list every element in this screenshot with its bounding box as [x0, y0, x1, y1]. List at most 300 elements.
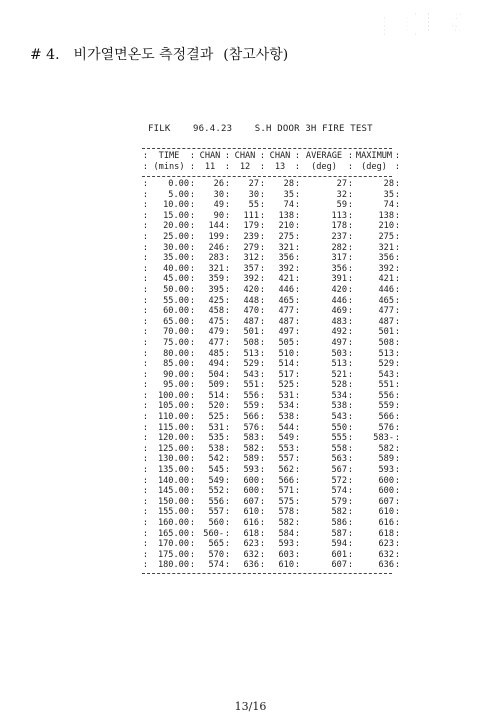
column-separator: :	[189, 496, 196, 507]
column-separator: :	[294, 231, 301, 242]
chan13-cell: 538	[278, 412, 294, 423]
time-cell: 50.00	[163, 284, 189, 295]
chan12-cell: 448	[243, 295, 259, 306]
column-separator: :	[394, 549, 401, 560]
column-separator: :	[259, 179, 266, 189]
chan12-cell: 392	[243, 274, 259, 285]
column-separator: :	[294, 549, 301, 560]
column-separator: :	[394, 443, 401, 454]
chan11-cell: 283	[208, 253, 224, 264]
chan12-cell: 357	[243, 263, 259, 274]
maximum-cell: 513	[378, 348, 394, 359]
time-cell: 180.00	[157, 560, 189, 571]
column-separator: :	[259, 274, 266, 285]
maximum-cell: 477	[378, 306, 394, 317]
column-separator: :	[347, 179, 354, 189]
column-separator: :	[259, 401, 266, 412]
time-cell: 120.00	[157, 433, 189, 444]
column-separator: :	[394, 359, 401, 370]
column-separator: :	[142, 422, 149, 433]
chan13-cell: 356	[278, 253, 294, 264]
chan12-cell: 632	[243, 549, 259, 560]
column-separator: :	[294, 560, 301, 571]
column-separator: :	[142, 151, 149, 161]
maximum-cell: 618	[378, 528, 394, 539]
chan12-cell: 179	[243, 221, 259, 232]
header-chan11-cell: CHAN	[199, 151, 221, 161]
average-cell: 572	[331, 475, 347, 486]
column-separator: :	[347, 422, 354, 433]
column-separator: :	[259, 486, 266, 497]
column-separator: :	[142, 390, 149, 401]
chan11-cell: 514	[208, 390, 224, 401]
average-cell: 534	[331, 390, 347, 401]
maximum-cell: 600	[378, 475, 394, 486]
column-separator: :	[259, 359, 266, 370]
chan12-cell: 556	[243, 390, 259, 401]
column-separator: :	[394, 306, 401, 317]
column-separator: :	[259, 221, 266, 232]
column-separator: :	[224, 200, 231, 211]
chan13-cell: 497	[278, 327, 294, 338]
column-separator: :	[394, 327, 401, 338]
table-row	[142, 232, 401, 243]
chan13-cell: 549	[278, 433, 294, 444]
column-separator: :	[142, 507, 149, 518]
column-separator: :	[189, 518, 196, 528]
column-separator: :	[189, 151, 196, 161]
column-separator: :	[259, 306, 266, 317]
column-separator: :	[347, 274, 354, 285]
column-separator: :	[259, 348, 266, 359]
column-separator: :	[394, 496, 401, 507]
column-separator: :	[259, 327, 266, 338]
chan11-cell: 574	[208, 560, 224, 571]
header-maximum-cell: MAXIMUM	[355, 151, 393, 161]
column-separator: :	[394, 231, 401, 242]
table-row	[142, 560, 401, 571]
chan11-cell: 565	[208, 539, 224, 550]
column-separator: :	[259, 295, 266, 306]
column-separator: :	[189, 263, 196, 274]
column-separator: :	[347, 306, 354, 317]
chan11-cell: 570	[208, 549, 224, 560]
maximum-cell: 74	[383, 200, 394, 211]
maximum-cell: 501	[378, 327, 394, 338]
time-cell: 155.00	[157, 507, 189, 518]
column-separator: :	[394, 242, 401, 253]
time-cell: 150.00	[157, 496, 189, 507]
column-separator: :	[259, 316, 266, 327]
column-separator: :	[394, 162, 401, 172]
average-cell: 558	[331, 443, 347, 454]
column-separator: :	[142, 369, 149, 380]
chan11-cell: 560-	[203, 528, 224, 539]
time-cell: 130.00	[157, 454, 189, 465]
column-separator: :	[294, 295, 301, 306]
column-separator: :	[347, 263, 354, 274]
column-separator: :	[394, 475, 401, 486]
column-separator: :	[224, 422, 231, 433]
column-separator: :	[224, 316, 231, 327]
column-separator: :	[224, 189, 231, 200]
column-separator: :	[394, 433, 401, 444]
column-separator: :	[224, 327, 231, 338]
column-separator: :	[347, 475, 354, 486]
column-separator: :	[347, 369, 354, 380]
column-separator: :	[347, 412, 354, 423]
average-cell: 555	[331, 433, 347, 444]
column-separator: :	[347, 221, 354, 232]
column-separator: :	[394, 348, 401, 359]
column-separator: :	[224, 284, 231, 295]
maximum-cell: 35	[383, 189, 394, 200]
column-separator: :	[259, 253, 266, 264]
header-average-cell: AVERAGE	[305, 151, 343, 161]
time-cell: 40.00	[163, 263, 189, 274]
column-separator: :	[142, 539, 149, 550]
column-separator: :	[259, 412, 266, 423]
column-separator: :	[224, 486, 231, 497]
maximum-cell: 446	[378, 284, 394, 295]
table-row	[142, 391, 401, 402]
filk-watermark-logo: FILK	[378, 8, 467, 43]
column-separator: :	[394, 401, 401, 412]
chan13-cell: 575	[278, 496, 294, 507]
chan13-cell: 603	[278, 549, 294, 560]
table-row	[142, 179, 401, 190]
column-separator: :	[294, 465, 301, 476]
column-separator: :	[142, 200, 149, 211]
column-separator: :	[294, 284, 301, 295]
time-cell: 125.00	[157, 443, 189, 454]
table-row	[142, 274, 401, 285]
time-cell: 30.00	[163, 242, 189, 253]
column-separator: :	[189, 306, 196, 317]
column-separator: :	[259, 263, 266, 274]
test-identifier: FILK 96.4.23 S.H DOOR 3H FIRE TEST	[148, 124, 373, 134]
table-row	[142, 211, 401, 222]
column-separator: :	[294, 496, 301, 507]
column-separator: :	[394, 200, 401, 211]
chan12-cell: 582	[243, 443, 259, 454]
column-separator: :	[142, 475, 149, 486]
column-separator: :	[347, 295, 354, 306]
chan13-cell: 534	[278, 401, 294, 412]
column-separator: :	[189, 162, 196, 172]
column-separator: :	[189, 337, 196, 348]
table-row	[142, 243, 401, 254]
page-number: 13/16	[234, 700, 267, 713]
column-separator: :	[347, 560, 354, 571]
average-cell: 587	[331, 528, 347, 539]
header-maximum-cell: (deg)	[361, 162, 387, 172]
chan11-cell: 538	[208, 443, 224, 454]
column-separator: :	[189, 454, 196, 465]
column-separator: :	[224, 348, 231, 359]
column-separator: :	[294, 151, 301, 161]
column-separator: :	[224, 433, 231, 444]
column-separator: :	[347, 200, 354, 211]
column-separator: :	[189, 380, 196, 391]
column-separator: :	[142, 518, 149, 528]
column-separator: :	[347, 316, 354, 327]
column-separator: :	[394, 507, 401, 518]
column-separator: :	[347, 151, 354, 161]
time-cell: 100.00	[157, 390, 189, 401]
chan11-cell: 30	[213, 189, 224, 200]
table-row	[142, 465, 401, 476]
column-separator: :	[294, 337, 301, 348]
column-separator: :	[142, 221, 149, 232]
chan13-cell: 553	[278, 443, 294, 454]
column-separator: :	[224, 253, 231, 264]
column-separator: :	[224, 539, 231, 550]
time-cell: 55.00	[163, 295, 189, 306]
column-separator: :	[189, 295, 196, 306]
chan11-cell: 90	[213, 210, 224, 221]
column-separator: :	[347, 539, 354, 550]
column-separator: :	[224, 507, 231, 518]
chan11-cell: 199	[208, 231, 224, 242]
chan11-cell: 545	[208, 465, 224, 476]
chan11-cell: 535	[208, 433, 224, 444]
chan13-cell: 210	[278, 221, 294, 232]
time-cell: 170.00	[157, 539, 189, 550]
column-separator: :	[259, 539, 266, 550]
table-body	[142, 177, 401, 573]
column-separator: :	[259, 380, 266, 391]
average-cell: 178	[331, 221, 347, 232]
average-cell: 492	[331, 327, 347, 338]
average-cell: 317	[331, 253, 347, 264]
column-separator: :	[394, 518, 401, 528]
column-separator: :	[294, 306, 301, 317]
maximum-cell: 607	[378, 496, 394, 507]
column-separator: :	[347, 454, 354, 465]
column-separator: :	[142, 284, 149, 295]
column-separator: :	[394, 369, 401, 380]
column-separator: :	[224, 369, 231, 380]
column-separator: :	[259, 210, 266, 221]
column-separator: :	[189, 316, 196, 327]
chan13-cell: 28	[283, 179, 294, 189]
chan11-cell: 246	[208, 242, 224, 253]
maximum-cell: 556	[378, 390, 394, 401]
chan13-cell: 531	[278, 390, 294, 401]
table-row	[142, 476, 401, 487]
chan11-cell: 144	[208, 221, 224, 232]
column-separator: :	[142, 263, 149, 274]
column-separator: :	[294, 401, 301, 412]
table-row	[142, 264, 401, 275]
column-separator: :	[142, 327, 149, 338]
column-separator: :	[259, 443, 266, 454]
maximum-cell: 138	[378, 210, 394, 221]
chan11-cell: 504	[208, 369, 224, 380]
chan12-cell: 487	[243, 316, 259, 327]
column-separator: :	[394, 179, 401, 189]
chan11-cell: 525	[208, 412, 224, 423]
average-cell: 601	[331, 549, 347, 560]
chan12-cell: 543	[243, 369, 259, 380]
column-separator: :	[189, 200, 196, 211]
average-cell: 59	[336, 200, 347, 211]
column-separator: :	[394, 274, 401, 285]
table-row	[142, 507, 401, 518]
column-separator: :	[394, 151, 401, 161]
column-separator: :	[347, 507, 354, 518]
column-separator: :	[294, 369, 301, 380]
average-cell: 497	[331, 337, 347, 348]
average-cell: 32	[336, 189, 347, 200]
chan12-cell: 600	[243, 486, 259, 497]
chan11-cell: 509	[208, 380, 224, 391]
chan11-cell: 549	[208, 475, 224, 486]
column-separator: :	[294, 412, 301, 423]
column-separator: :	[294, 200, 301, 211]
column-separator: :	[224, 295, 231, 306]
column-separator: :	[259, 465, 266, 476]
column-separator: :	[394, 412, 401, 423]
column-separator: :	[189, 359, 196, 370]
maximum-cell: 28	[383, 179, 394, 189]
chan11-cell: 395	[208, 284, 224, 295]
column-separator: :	[142, 528, 149, 539]
time-cell: 90.00	[163, 369, 189, 380]
column-separator: :	[394, 560, 401, 571]
header-time-cell: TIME	[158, 151, 180, 161]
table-row	[142, 200, 401, 211]
column-separator: :	[394, 380, 401, 391]
chan12-cell: 576	[243, 422, 259, 433]
column-separator: :	[294, 179, 301, 189]
chan11-cell: 557	[208, 507, 224, 518]
section-title: 비가열면온도 측정결과	[73, 47, 214, 63]
column-separator: :	[189, 231, 196, 242]
chan11-cell: 552	[208, 486, 224, 497]
column-separator: :	[142, 306, 149, 317]
column-separator: :	[259, 231, 266, 242]
column-separator: :	[142, 549, 149, 560]
chan11-cell: 458	[208, 306, 224, 317]
column-separator: :	[394, 210, 401, 221]
column-separator: :	[347, 337, 354, 348]
column-separator: :	[394, 295, 401, 306]
column-separator: :	[224, 162, 231, 172]
table-row	[142, 454, 401, 465]
column-separator: :	[224, 560, 231, 571]
table-row	[142, 497, 401, 508]
average-cell: 594	[331, 539, 347, 550]
chan13-cell: 544	[278, 422, 294, 433]
column-separator: :	[189, 433, 196, 444]
column-separator: :	[142, 401, 149, 412]
column-separator: :	[224, 221, 231, 232]
table-row	[142, 327, 401, 338]
column-separator: :	[394, 454, 401, 465]
column-separator: :	[294, 507, 301, 518]
column-separator: :	[224, 465, 231, 476]
time-cell: 10.00	[163, 200, 189, 211]
time-cell: 80.00	[163, 348, 189, 359]
chan12-cell: 27	[248, 179, 259, 189]
chan12-cell: 239	[243, 231, 259, 242]
column-separator: :	[142, 412, 149, 423]
column-separator: :	[259, 162, 266, 172]
time-cell: 160.00	[157, 518, 189, 528]
column-separator: :	[224, 242, 231, 253]
chan12-cell: 508	[243, 337, 259, 348]
column-separator: :	[394, 486, 401, 497]
column-separator: :	[224, 518, 231, 528]
chan12-cell: 55	[248, 200, 259, 211]
chan12-cell: 607	[243, 496, 259, 507]
column-separator: :	[224, 528, 231, 539]
column-separator: :	[294, 221, 301, 232]
average-cell: 521	[331, 369, 347, 380]
column-separator: :	[394, 528, 401, 539]
time-cell: 105.00	[157, 401, 189, 412]
average-cell: 586	[331, 518, 347, 528]
column-separator: :	[189, 348, 196, 359]
column-separator: :	[394, 253, 401, 264]
chan13-cell: 465	[278, 295, 294, 306]
column-separator: :	[259, 242, 266, 253]
maximum-cell: 529	[378, 359, 394, 370]
time-cell: 45.00	[163, 274, 189, 285]
column-separator: :	[347, 433, 354, 444]
column-separator: :	[394, 263, 401, 274]
average-cell: 469	[331, 306, 347, 317]
time-cell: 145.00	[157, 486, 189, 497]
average-cell: 528	[331, 380, 347, 391]
column-separator: :	[224, 231, 231, 242]
time-cell: 95.00	[163, 380, 189, 391]
table-row	[142, 486, 401, 497]
column-separator: :	[259, 433, 266, 444]
table-row	[142, 518, 401, 529]
time-cell: 20.00	[163, 221, 189, 232]
chan12-cell: 616	[243, 518, 259, 528]
column-separator: :	[142, 465, 149, 476]
chan11-cell: 494	[208, 359, 224, 370]
column-separator: :	[259, 496, 266, 507]
header-chan13-cell: 13	[274, 162, 286, 172]
time-cell: 5.00	[168, 189, 189, 200]
table-row	[142, 401, 401, 412]
chan11-cell: 531	[208, 422, 224, 433]
average-cell: 237	[331, 231, 347, 242]
column-separator: :	[189, 412, 196, 423]
column-separator: :	[347, 189, 354, 200]
time-cell: 35.00	[163, 253, 189, 264]
chan13-cell: 582	[278, 518, 294, 528]
header-chan13-cell: CHAN	[269, 151, 291, 161]
time-cell: 175.00	[157, 549, 189, 560]
column-separator: :	[189, 560, 196, 571]
chan12-cell: 551	[243, 380, 259, 391]
time-cell: 140.00	[157, 475, 189, 486]
header-time-cell: (mins)	[153, 162, 185, 172]
column-separator: :	[189, 221, 196, 232]
column-separator: :	[142, 337, 149, 348]
table-row	[142, 529, 401, 540]
table-row	[142, 221, 401, 232]
chan12-cell: 583	[243, 433, 259, 444]
maximum-cell: 465	[378, 295, 394, 306]
maximum-cell: 356	[378, 253, 394, 264]
